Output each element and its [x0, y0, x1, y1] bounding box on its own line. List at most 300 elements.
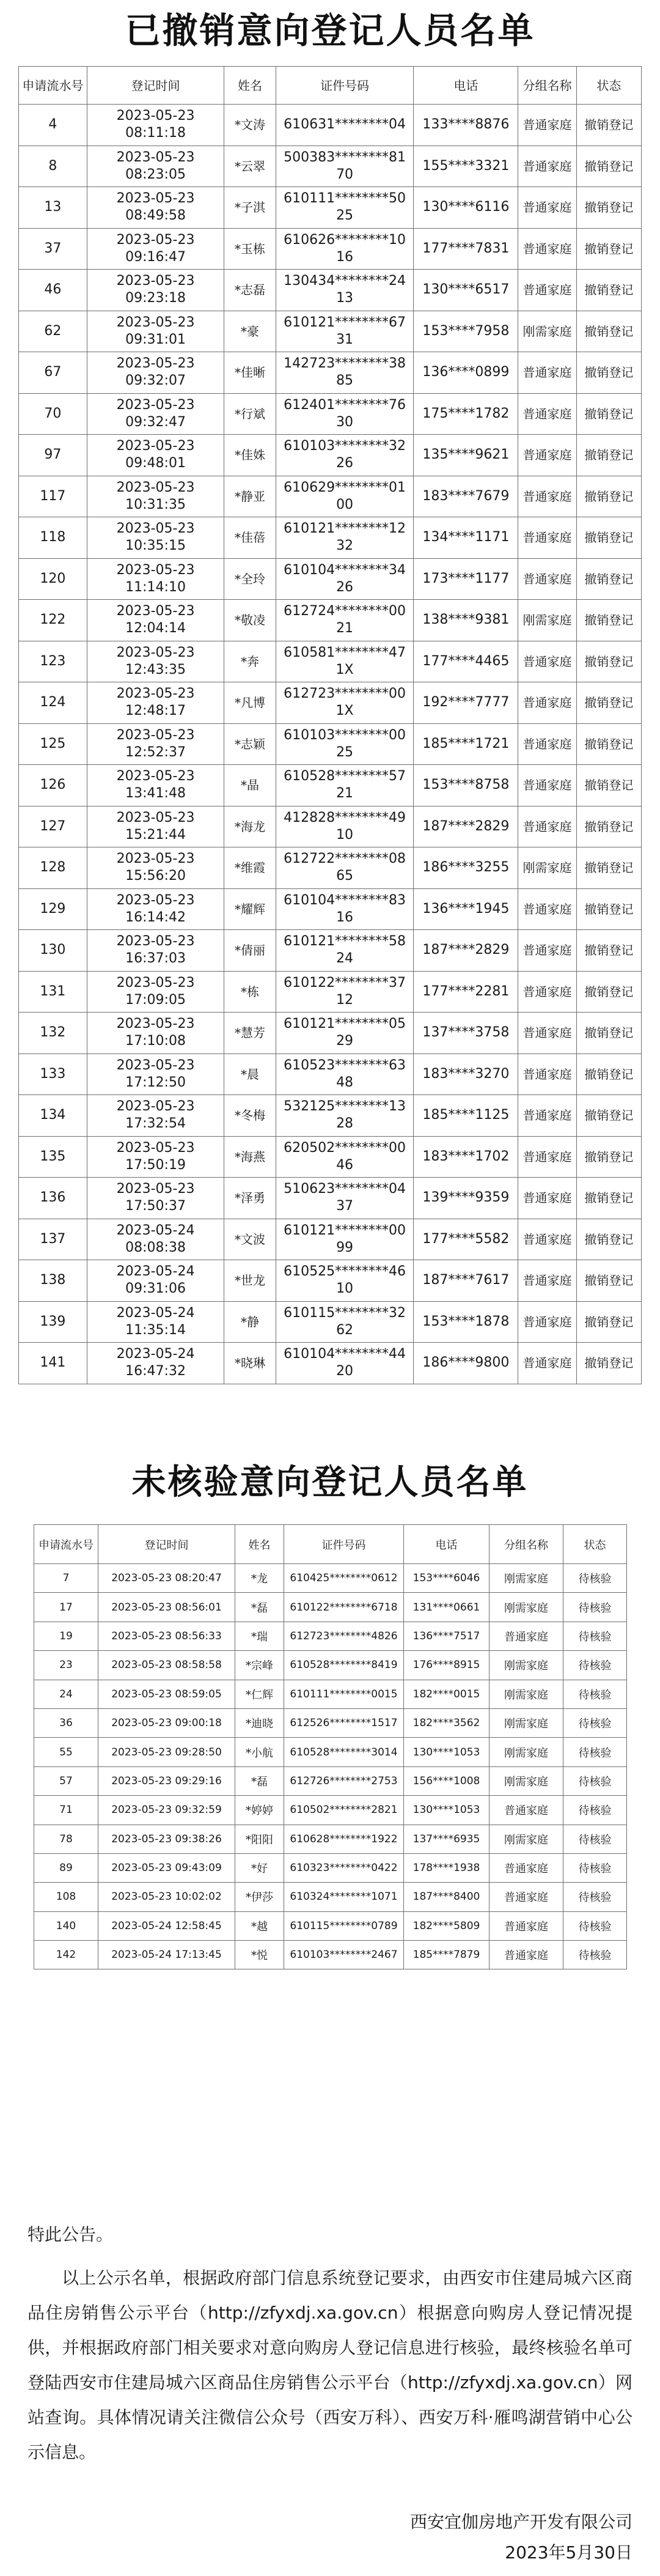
notice-body: 以上公示名单，根据政府部门信息系统登记要求，由西安市住建局城六区商品住房销售公示平台（http://zfyxdj.xa.gov.cn）根据意向购房人登记情况提供，并根据政府部门相关要求对意向购房人登记信息进行核验，最终核验名单可登陆西安市住建局城六区商品住房销售公示平台（http://zfyxdj.xa.gov.cn）网站查询。具体情况请关注微信公众号（西安万科）、西安万科·雁鸣湖营销中心公示信息。: [28, 2268, 632, 2462]
name-cell: *磊: [235, 1766, 284, 1795]
notice-date: 2023年5月30日: [505, 2542, 632, 2563]
serial-cell: 133: [19, 1054, 87, 1095]
time-cell: [87, 930, 224, 972]
header-phone: 电话: [414, 67, 518, 105]
idcard-cell: 610525********4610: [276, 1260, 414, 1302]
status-cell: 待核验: [563, 1651, 627, 1680]
time-cell: [87, 352, 224, 394]
group-cell: 普通家庭: [490, 1796, 563, 1825]
phone-cell: 192****7777: [414, 682, 518, 724]
phone-cell: 177****4465: [414, 641, 518, 682]
name-cell: *海燕: [224, 1136, 276, 1178]
phone-cell: 130****1053: [404, 1796, 490, 1825]
date-text: 2023-05-23: [116, 686, 195, 702]
name-cell: *小航: [235, 1738, 284, 1766]
header-status: 状态: [576, 67, 641, 105]
clock-text: 11:14:10: [125, 579, 186, 595]
serial-cell: 97: [19, 435, 87, 476]
status-cell: 待核验: [563, 1593, 627, 1622]
group-cell: 普通家庭: [518, 146, 576, 187]
clock-text: 10:31:35: [125, 496, 186, 512]
idcard-cell: 610122********3712: [276, 971, 414, 1013]
name-cell: *晨: [224, 1054, 276, 1095]
status-cell: 撤销登记: [576, 930, 641, 972]
name-cell: *静: [224, 1301, 276, 1343]
group-cell: 普通家庭: [490, 1622, 563, 1650]
group-cell: 普通家庭: [518, 641, 576, 682]
phone-cell: 187****8400: [404, 1883, 490, 1911]
date-text: 2023-05-23: [116, 644, 195, 660]
idcard-cell: 610628********1922: [284, 1825, 404, 1853]
idcard-cell: 610111********5025: [276, 187, 414, 229]
idcard-cell: 142723********3885: [276, 352, 414, 394]
name-cell: *好: [235, 1853, 284, 1882]
clock-text: 17:09:05: [125, 992, 186, 1008]
time-cell: [87, 888, 224, 930]
time-cell: [87, 806, 224, 847]
date-text: 2023-05-23: [116, 273, 195, 289]
phone-cell: 130****1053: [404, 1738, 490, 1766]
status-cell: 撤销登记: [576, 1260, 641, 1302]
name-cell: *晶: [224, 765, 276, 806]
clock-text: 09:31:01: [125, 331, 186, 347]
group-cell: 普通家庭: [518, 806, 576, 847]
header-idcard: 证件号码: [284, 1525, 404, 1564]
status-cell: 撤销登记: [576, 146, 641, 187]
serial-cell: 13: [19, 187, 87, 229]
idcard-cell: 612722********0865: [276, 847, 414, 889]
group-cell: 普通家庭: [518, 1219, 576, 1260]
serial-cell: 138: [19, 1260, 87, 1302]
group-cell: 普通家庭: [518, 1054, 576, 1095]
table-row: [19, 1343, 642, 1384]
revoked-registrants-table: [18, 66, 642, 1384]
table-row: [19, 847, 642, 889]
name-cell: *慧芳: [224, 1013, 276, 1054]
header-time: 登记时间: [98, 1525, 235, 1564]
time-cell: [87, 270, 224, 311]
group-cell: 普通家庭: [518, 187, 576, 229]
serial-cell: 139: [19, 1301, 87, 1343]
company-name: 西安宜伽房地产开发有限公司: [409, 2512, 632, 2532]
table-row: [19, 723, 642, 765]
serial-cell: 108: [34, 1883, 98, 1911]
serial-cell: 70: [19, 393, 87, 435]
status-cell: 待核验: [563, 1883, 627, 1911]
name-cell: *全玲: [224, 558, 276, 600]
serial-cell: 67: [19, 352, 87, 394]
date-text: 2023-05-23: [116, 1181, 195, 1197]
serial-cell: 17: [34, 1593, 98, 1622]
unverified-registrants-table: [34, 1524, 627, 1969]
name-cell: *奔: [224, 641, 276, 682]
table-row: [19, 888, 642, 930]
header-serial: 申请流水号: [19, 67, 87, 105]
idcard-cell: 610626********1016: [276, 228, 414, 270]
table-row: [34, 1911, 627, 1940]
idcard-cell: 610115********0789: [284, 1911, 404, 1940]
group-cell: 刚需家庭: [490, 1708, 563, 1737]
table-row: [34, 1853, 627, 1882]
status-cell: 待核验: [563, 1680, 627, 1708]
header-serial: 申请流水号: [34, 1525, 98, 1564]
header-idcard: 证件号码: [276, 67, 414, 105]
table-row: [19, 682, 642, 724]
table-row: [19, 1054, 642, 1095]
group-cell: 普通家庭: [518, 558, 576, 600]
time-cell: [87, 146, 224, 187]
table-row: [19, 765, 642, 806]
idcard-cell: 610104********3426: [276, 558, 414, 600]
serial-cell: 62: [19, 311, 87, 352]
time-cell: 2023-05-23 08:20:47: [98, 1564, 235, 1593]
clock-text: 15:56:20: [125, 868, 186, 884]
phone-cell: 182****5809: [404, 1911, 490, 1940]
time-cell: 2023-05-23 09:32:59: [98, 1796, 235, 1825]
date-text: 2023-05-23: [116, 191, 195, 207]
date-text: 2023-05-23: [116, 603, 195, 619]
name-cell: *磊: [235, 1593, 284, 1622]
date-text: 2023-05-23: [116, 769, 195, 784]
idcard-cell: 610528********5721: [276, 765, 414, 806]
time-cell: 2023-05-23 09:29:16: [98, 1766, 235, 1795]
idcard-cell: 612526********1517: [284, 1708, 404, 1737]
header-group: 分组名称: [518, 67, 576, 105]
name-cell: *行斌: [224, 393, 276, 435]
date-text: 2023-05-23: [116, 975, 195, 991]
date-text: 2023-05-23: [116, 314, 195, 330]
phone-cell: 183****7679: [414, 476, 518, 517]
idcard-cell: 610103********2467: [284, 1941, 404, 1969]
idcard-cell: 610121********1232: [276, 517, 414, 559]
table-row: [19, 600, 642, 641]
name-cell: *佳晰: [224, 352, 276, 394]
clock-text: 09:32:07: [125, 373, 186, 389]
group-cell: 普通家庭: [518, 1013, 576, 1054]
serial-cell: 129: [19, 888, 87, 930]
idcard-cell: 610122********6718: [284, 1593, 404, 1622]
header-name: 姓名: [224, 67, 276, 105]
name-cell: *志颖: [224, 723, 276, 765]
serial-cell: 126: [19, 765, 87, 806]
clock-text: 12:43:35: [125, 662, 186, 677]
status-cell: 撤销登记: [576, 888, 641, 930]
status-cell: 待核验: [563, 1911, 627, 1940]
idcard-cell: 130434********2413: [276, 270, 414, 311]
status-cell: 撤销登记: [576, 1301, 641, 1343]
status-cell: 撤销登记: [576, 352, 641, 394]
phone-cell: 156****1008: [404, 1766, 490, 1795]
phone-cell: 183****1702: [414, 1136, 518, 1178]
table-row: [19, 311, 642, 352]
time-cell: [87, 558, 224, 600]
clock-text: 17:50:37: [125, 1198, 186, 1214]
idcard-cell: 610629********0100: [276, 476, 414, 517]
serial-cell: 24: [34, 1680, 98, 1708]
table-row: [19, 393, 642, 435]
status-cell: 撤销登记: [576, 228, 641, 270]
serial-cell: 71: [34, 1796, 98, 1825]
group-cell: 普通家庭: [518, 1260, 576, 1302]
table-row: [34, 1738, 627, 1766]
group-cell: 普通家庭: [518, 971, 576, 1013]
phone-cell: 187****2829: [414, 930, 518, 972]
name-cell: *佳蓓: [224, 517, 276, 559]
table-row: [19, 1136, 642, 1178]
serial-cell: 124: [19, 682, 87, 724]
phone-cell: 155****3321: [414, 146, 518, 187]
name-cell: *维霞: [224, 847, 276, 889]
phone-cell: 176****8915: [404, 1651, 490, 1680]
table-row: [34, 1651, 627, 1680]
status-cell: 撤销登记: [576, 806, 641, 847]
date-text: 2023-05-24: [116, 1222, 195, 1238]
phone-cell: 138****9381: [414, 600, 518, 641]
group-cell: 普通家庭: [518, 765, 576, 806]
serial-cell: 140: [34, 1911, 98, 1940]
clock-text: 09:16:47: [125, 249, 186, 265]
time-cell: 2023-05-23 08:59:05: [98, 1680, 235, 1708]
date-text: 2023-05-24: [116, 1346, 195, 1362]
group-cell: 普通家庭: [518, 930, 576, 972]
name-cell: *晓琳: [224, 1343, 276, 1384]
name-cell: *世龙: [224, 1260, 276, 1302]
serial-cell: 23: [34, 1651, 98, 1680]
serial-cell: 19: [34, 1622, 98, 1650]
group-cell: 刚需家庭: [490, 1651, 563, 1680]
time-cell: [87, 476, 224, 517]
date-text: 2023-05-23: [116, 108, 195, 124]
table-row: [19, 352, 642, 394]
table-row: [19, 641, 642, 682]
idcard-cell: 610528********8419: [284, 1651, 404, 1680]
time-cell: 2023-05-23 08:56:01: [98, 1593, 235, 1622]
table-row: [19, 1095, 642, 1137]
serial-cell: 118: [19, 517, 87, 559]
serial-cell: 130: [19, 930, 87, 972]
table-row: [19, 1178, 642, 1219]
idcard-cell: 510623********0437: [276, 1178, 414, 1219]
group-cell: 普通家庭: [490, 1941, 563, 1969]
name-cell: *文波: [224, 1219, 276, 1260]
name-cell: *栋: [224, 971, 276, 1013]
header-time: 登记时间: [87, 67, 224, 105]
name-cell: *悦: [235, 1941, 284, 1969]
table-row: [34, 1883, 627, 1911]
status-cell: 撤销登记: [576, 723, 641, 765]
serial-cell: 120: [19, 558, 87, 600]
status-cell: 撤销登记: [576, 1343, 641, 1384]
date-text: 2023-05-23: [116, 1140, 195, 1156]
clock-text: 09:31:06: [125, 1281, 186, 1297]
table-row: [34, 1825, 627, 1853]
notice-heading: 特此公告。: [28, 2224, 114, 2245]
status-cell: 撤销登记: [576, 311, 641, 352]
clock-text: 16:14:42: [125, 909, 186, 925]
name-cell: *云翠: [224, 146, 276, 187]
name-cell: *佳姝: [224, 435, 276, 476]
clock-text: 08:23:05: [125, 166, 186, 182]
status-cell: 撤销登记: [576, 517, 641, 559]
idcard-cell: 610581********471X: [276, 641, 414, 682]
time-cell: [87, 1136, 224, 1178]
name-cell: *耀辉: [224, 888, 276, 930]
date-text: 2023-05-23: [116, 1057, 195, 1073]
phone-cell: 187****2829: [414, 806, 518, 847]
group-cell: 刚需家庭: [518, 311, 576, 352]
status-cell: 撤销登记: [576, 682, 641, 724]
group-cell: 普通家庭: [518, 435, 576, 476]
phone-cell: 173****1177: [414, 558, 518, 600]
name-cell: *宗峰: [235, 1651, 284, 1680]
date-text: 2023-05-23: [116, 356, 195, 372]
serial-cell: 78: [34, 1825, 98, 1853]
group-cell: 普通家庭: [518, 228, 576, 270]
serial-cell: 131: [19, 971, 87, 1013]
name-cell: *冬梅: [224, 1095, 276, 1137]
serial-cell: 89: [34, 1853, 98, 1882]
date-text: 2023-05-23: [116, 1016, 195, 1032]
idcard-cell: 610104********8316: [276, 888, 414, 930]
phone-cell: 185****7879: [404, 1941, 490, 1969]
idcard-cell: 610523********6348: [276, 1054, 414, 1095]
group-cell: 普通家庭: [518, 476, 576, 517]
serial-cell: 125: [19, 723, 87, 765]
serial-cell: 117: [19, 476, 87, 517]
name-cell: *婷婷: [235, 1796, 284, 1825]
table-row: [19, 435, 642, 476]
phone-cell: 177****5582: [414, 1219, 518, 1260]
serial-cell: 141: [19, 1343, 87, 1384]
clock-text: 08:08:38: [125, 1239, 186, 1255]
time-cell: 2023-05-23 08:56:33: [98, 1622, 235, 1650]
date-text: 2023-05-23: [116, 149, 195, 165]
idcard-cell: 612723********4826: [284, 1622, 404, 1650]
idcard-cell: 610324********1071: [284, 1883, 404, 1911]
status-cell: 撤销登记: [576, 187, 641, 229]
status-cell: 撤销登记: [576, 1095, 641, 1137]
status-cell: 待核验: [563, 1825, 627, 1853]
group-cell: 普通家庭: [490, 1853, 563, 1882]
phone-cell: 137****3758: [414, 1013, 518, 1054]
time-cell: [87, 1343, 224, 1384]
status-cell: 撤销登记: [576, 641, 641, 682]
clock-text: 12:52:37: [125, 744, 186, 760]
date-text: 2023-05-23: [116, 851, 195, 867]
serial-cell: 7: [34, 1564, 98, 1593]
clock-text: 16:37:03: [125, 951, 186, 967]
table-row: [19, 806, 642, 847]
phone-cell: 139****9359: [414, 1178, 518, 1219]
table-row: [19, 228, 642, 270]
phone-cell: 136****7517: [404, 1622, 490, 1650]
date-text: 2023-05-23: [116, 810, 195, 825]
serial-cell: 57: [34, 1766, 98, 1795]
group-cell: 普通家庭: [518, 1343, 576, 1384]
idcard-cell: 610121********0529: [276, 1013, 414, 1054]
name-cell: *仁辉: [235, 1680, 284, 1708]
phone-cell: 182****3562: [404, 1708, 490, 1737]
phone-cell: 131****0661: [404, 1593, 490, 1622]
status-cell: 待核验: [563, 1708, 627, 1737]
status-cell: 撤销登记: [576, 393, 641, 435]
serial-cell: 123: [19, 641, 87, 682]
name-cell: *文涛: [224, 105, 276, 146]
table-row: [19, 1219, 642, 1260]
header-status: 状态: [563, 1525, 627, 1564]
status-cell: 撤销登记: [576, 435, 641, 476]
serial-cell: 136: [19, 1178, 87, 1219]
header-phone: 电话: [404, 1525, 490, 1564]
group-cell: 普通家庭: [518, 105, 576, 146]
phone-cell: 130****6116: [414, 187, 518, 229]
name-cell: *龙: [235, 1564, 284, 1593]
table-header-row: [19, 67, 642, 105]
idcard-cell: 612401********7630: [276, 393, 414, 435]
table-row: [19, 1013, 642, 1054]
status-cell: 撤销登记: [576, 270, 641, 311]
phone-cell: 186****3255: [414, 847, 518, 889]
time-cell: [87, 1219, 224, 1260]
status-cell: 待核验: [563, 1853, 627, 1882]
serial-cell: 142: [34, 1941, 98, 1969]
table-row: [34, 1593, 627, 1622]
phone-cell: 185****1125: [414, 1095, 518, 1137]
table-row: [34, 1622, 627, 1650]
serial-cell: 137: [19, 1219, 87, 1260]
name-cell: *玉栋: [224, 228, 276, 270]
phone-cell: 177****7831: [414, 228, 518, 270]
name-cell: *倩丽: [224, 930, 276, 972]
time-cell: [87, 311, 224, 352]
phone-cell: 182****0015: [404, 1680, 490, 1708]
group-cell: 刚需家庭: [490, 1738, 563, 1766]
table-row: [19, 187, 642, 229]
date-text: 2023-05-23: [116, 438, 195, 454]
status-cell: 撤销登记: [576, 600, 641, 641]
group-cell: 普通家庭: [490, 1911, 563, 1940]
time-cell: [87, 682, 224, 724]
idcard-cell: 610115********3262: [276, 1301, 414, 1343]
table-row: [19, 476, 642, 517]
status-cell: 撤销登记: [576, 105, 641, 146]
serial-cell: 134: [19, 1095, 87, 1137]
time-cell: 2023-05-23 09:43:09: [98, 1853, 235, 1882]
clock-text: 09:48:01: [125, 456, 186, 471]
name-cell: *豪: [224, 311, 276, 352]
time-cell: 2023-05-23 09:38:26: [98, 1825, 235, 1853]
table-row: [34, 1941, 627, 1969]
name-cell: *泽勇: [224, 1178, 276, 1219]
header-name: 姓名: [235, 1525, 284, 1564]
time-cell: [87, 847, 224, 889]
time-cell: [87, 393, 224, 435]
status-cell: 撤销登记: [576, 1013, 641, 1054]
time-cell: [87, 971, 224, 1013]
group-cell: 刚需家庭: [518, 600, 576, 641]
serial-cell: 55: [34, 1738, 98, 1766]
time-cell: [87, 105, 224, 146]
idcard-cell: 610631********04: [276, 105, 414, 146]
group-cell: 普通家庭: [518, 682, 576, 724]
phone-cell: 186****9800: [414, 1343, 518, 1384]
table-row: [19, 1260, 642, 1302]
clock-text: 12:48:17: [125, 703, 186, 719]
table-header-row: [34, 1525, 627, 1564]
phone-cell: 135****9621: [414, 435, 518, 476]
clock-text: 17:10:08: [125, 1033, 186, 1049]
phone-cell: 153****7958: [414, 311, 518, 352]
